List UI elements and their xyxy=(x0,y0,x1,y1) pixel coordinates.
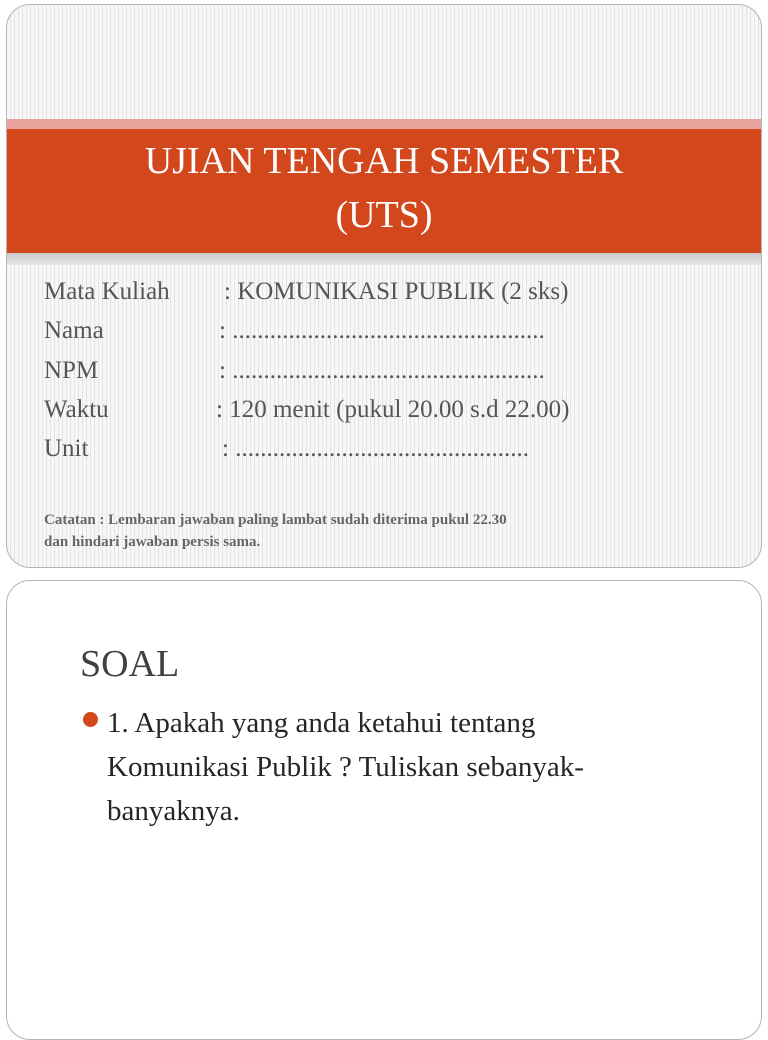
info-value: : ............................................... xyxy=(222,435,529,462)
slide-title-line-1: UJIAN TENGAH SEMESTER xyxy=(144,140,624,182)
slide-title-line-2: (UTS) xyxy=(335,194,433,236)
info-value: : .................................................. xyxy=(219,357,545,384)
info-label: Unit xyxy=(44,435,89,462)
banner-accent-stripe xyxy=(7,119,761,129)
info-value: : KOMUNIKASI PUBLIK (2 sks) xyxy=(224,278,569,305)
question-line-3: banyaknya. xyxy=(107,795,240,827)
info-label: Mata Kuliah xyxy=(44,278,170,305)
info-value: : 120 menit (pukul 20.00 s.d 22.00) xyxy=(216,396,570,423)
question-line-2: Komunikasi Publik ? Tuliskan sebanyak- xyxy=(107,751,584,783)
note-text xyxy=(44,509,724,553)
note-line-2: dan hindari jawaban persis sama. xyxy=(44,534,261,550)
bullet-icon xyxy=(83,712,98,727)
info-label: NPM xyxy=(44,357,99,384)
info-label: Nama xyxy=(44,317,104,344)
question-text xyxy=(107,701,697,833)
info-value: : .................................................. xyxy=(219,317,545,344)
note-line-1: Catatan : Lembaran jawaban paling lambat sudah diterima pukul 22.30 xyxy=(44,512,507,528)
banner-shadow-stripe xyxy=(7,253,761,265)
soal-heading: SOAL xyxy=(80,643,180,685)
question-line-1: 1. Apakah yang anda ketahui tentang xyxy=(107,707,536,739)
info-label: Waktu xyxy=(44,396,109,423)
